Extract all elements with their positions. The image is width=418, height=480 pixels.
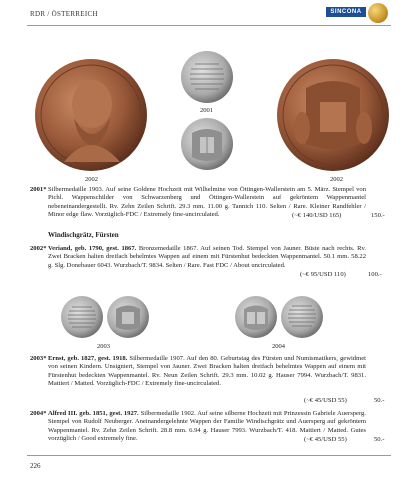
section-label: RDR / ÖSTERREICH (30, 10, 98, 18)
lot-2001-price: 150.- (371, 212, 385, 219)
lot-name: Veriand, geb. 1790, gest. 1867. (48, 245, 137, 252)
medal-2001-reverse-image (180, 117, 234, 171)
medal-2002-obverse-image (34, 58, 148, 172)
lot-2003-price: 50.- (374, 397, 385, 404)
lot-description: Silbermedaille 1907. Auf den 80. Geburtstag des Fürsten und Numismatikers, gewidmet von seinen Kindern. Unsigniert, Stempel von Jauner. Zwei Bracken halten dreifach behelmtes Wappen auf einem mit Fürstenhut bedeckten Wappenmantel. Rv. Neun Zeilen Schrift. 29.3 mm. 10.02 g. Hauser 7994. Wurzbach/T. 9831. Mattiert / Matted. Vorzüglich-FDC / Extremely fine-uncirculated. (48, 355, 366, 388)
figure-label-2003: 2003 (97, 343, 110, 350)
lot-2004-estimate: (~€ 45/USD 55) (304, 436, 347, 443)
lot-number: 2001* (30, 186, 47, 193)
lot-2002-price: 100.- (368, 271, 382, 278)
header-divider (27, 25, 391, 26)
figure-label-2002-left: 2002 (85, 176, 98, 183)
lot-2003 (30, 355, 386, 397)
medal-2002-reverse-image (276, 58, 390, 172)
medal-2004-obverse-image (234, 295, 278, 339)
lot-description: Silbermedaille 1903. Auf seine Goldene Hochzeit mit Wilhelmine von Öttingen-Wallerstein am 5. März. Stempel von Pichl. Wappenschilder von Schwarzenberg und Öttingen-Wallerstein auf gekröntem Wappenmantel nebeneinandergestellt. Rv. Zehn Zeilen Schrift. 29.3 mm. 11.00 g. Tannich 110. Selten / Rare. Kleiner Randfehler / Minor edge flaw. Vorzüglich-FDC / Extremely fine-uncirculated. (48, 186, 366, 219)
figure-label-2001: 2001 (200, 107, 213, 114)
lot-2004-price: 50.- (374, 436, 385, 443)
lot-number: 2003* (30, 355, 47, 362)
lot-description: Bronzemedaille 1867. Auf seinen Tod. Stempel von Jauner. Büste nach rechts. Rv. Zwei Bracken halten dreifach behelmtes Wappen auf einem mit Fürstenhut bedeckten Wappenmantel. 50.1 mm. 58.22 g. Slg. Donebauer 6043. Wurzbach/T. 9834. Selten / Rare. Fast FDC / About uncirculated. (48, 245, 366, 269)
footer-divider (27, 455, 391, 456)
medal-2001-obverse-image (180, 50, 234, 104)
medal-2003-obverse-image (60, 295, 104, 339)
lot-number: 2002* (30, 245, 47, 252)
lot-2002-estimate: (~€ 95/USD 110) (300, 271, 346, 278)
lot-name: Ernst, geb. 1827, gest. 1918. (48, 355, 128, 362)
figure-label-2002-right: 2002 (330, 176, 343, 183)
lot-2001-estimate: (~€ 140/USD 165) (292, 212, 342, 219)
medal-2003-reverse-image (106, 295, 150, 339)
lot-description: Silbermedaille 1902. Auf seine silberne Hochzeit mit Prinzessin Gabriele Auersperg. Stempel von Rudolf Neuberger. Aneinandergelehnte Wappen der Familie Windischgrätz und Auersperg auf gekröntem Wappenmantel. Rv. Zehn Zeilen Schrift. 28.8 mm. 6.94 g. Hauser 7993. Wurzbach/T. 418. Mattiert / Matted. Gutes vorzüglich / Good extremely fine. (48, 410, 367, 443)
page-number: 226 (30, 462, 41, 470)
medal-2004-reverse-image (280, 295, 324, 339)
figure-label-2004: 2004 (272, 343, 285, 350)
lot-2003-estimate: (~€ 45/USD 55) (304, 397, 347, 404)
lot-number: 2004* (30, 410, 47, 417)
brand-logo: SINCONA (326, 7, 366, 17)
gold-coin-icon (368, 3, 388, 23)
lot-name: Alfred III. geb. 1851, gest. 1927. (48, 410, 139, 417)
lot-description-block (48, 355, 366, 389)
lot-description-block (48, 245, 366, 270)
section-subheading: Windischgrätz, Fürsten (48, 231, 119, 239)
